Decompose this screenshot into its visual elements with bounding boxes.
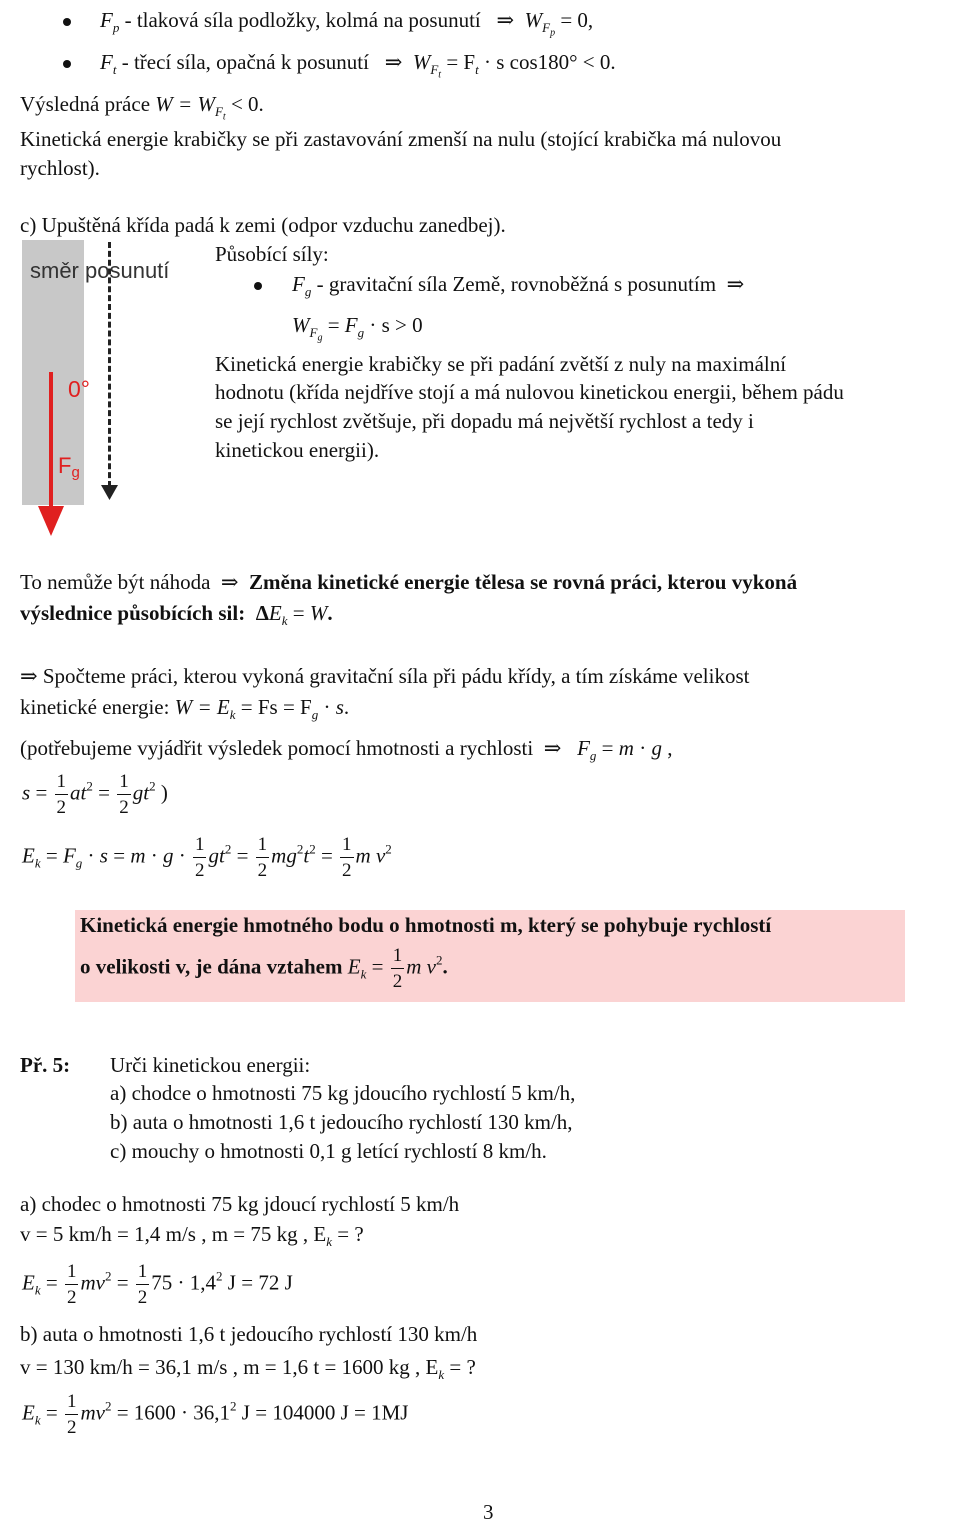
page-number: 3 xyxy=(483,1500,494,1524)
result-work: Výsledná práce $W = W_{F_t} < 0$. xyxy=(20,92,264,123)
falling-paragraph-line: se její rychlost zvětšuje, při dopadu má největší rychlost a tedy i xyxy=(215,409,754,433)
bullet-fg: $F_g$ - gravitační síla Země, rovnoběžná s posunutím ⇒ xyxy=(292,272,745,299)
bullet-dot xyxy=(254,282,262,290)
solution-a-result: $E_k$ = $\frac{1}{2}$ $mv^2$ = $\frac{1}{2}$ $75 \cdot 1,4^2$ J = 72 J xyxy=(22,1261,293,1308)
section-c-heading: c) Upuštěná křída padá k zemi (odpor vzduchu zanedbej). xyxy=(20,213,506,237)
example-label: Př. 5: xyxy=(20,1053,71,1077)
acting-forces-heading: Působící síly: xyxy=(215,242,329,266)
example-line: a) chodce o hmotnosti 75 kg jdoucího rychlostí 5 km/h, xyxy=(110,1081,576,1105)
direction-label: směr posunutí xyxy=(30,258,170,283)
example-line: c) mouchy o hmotnosti 0,1 g letící rychlostí 8 km/h. xyxy=(110,1139,547,1163)
compute-line-2: kinetické energie: $W = E_k = Fs = F_g \cdot s$. xyxy=(20,695,350,722)
solution-b-given: v = 130 km/h = 36,1 m/s , m = 1,6 t = 1600 kg , $E_k$ = ? xyxy=(20,1355,476,1382)
displacement-arrow-head xyxy=(101,485,119,501)
angle-label: 0° xyxy=(68,376,90,402)
ek-derivation: $E_k = F_g \cdot s = m \cdot g$ · $\frac{1}{2}$ $gt^2$ = $\frac{1}{2}$ $mg^2t^2$ = $\frac{1}{2}$ m $v^2$ xyxy=(22,834,392,881)
falling-chalk-diagram xyxy=(18,240,208,540)
gravity-arrow-head xyxy=(38,506,64,536)
example-line: b) auta o hmotnosti 1,6 t jedoucího rychlostí 130 km/h, xyxy=(110,1110,573,1134)
definition-line-2: o velikosti v, je dána vztahem $E_k$ = $\frac{1}{2}$ m $v^2$. xyxy=(80,945,448,992)
bullet-dot xyxy=(63,18,71,26)
bullet-fp: $F_p$ - tlaková síla podložky, kolmá na posunutí ⇒ $W_{F_p} = 0$, xyxy=(100,8,594,39)
need-line: (potřebujeme vyjádřit výsledek pomocí hmotnosti a rychlosti ⇒ $F_g = m \cdot g$ , xyxy=(20,736,673,763)
s-formula: s = $\frac{1}{2}$ $at^2$ = $\frac{1}{2}$ $gt^2$ ) xyxy=(22,771,168,818)
solution-b-result: $E_k$ = $\frac{1}{2}$ $mv^2 = 1600 \cdot 36,1^2$ J = 104000 J = 1MJ xyxy=(22,1391,409,1438)
conclusion-line-2: výslednice působících sil: $\Delta E_k = W$. xyxy=(20,601,333,628)
force-label: Fg xyxy=(58,453,80,481)
bullet-ft: $F_t$ - třecí síla, opačná k posunutí ⇒ $W_{F_t} = F_t \cdot s$ cos180° < 0. xyxy=(100,50,616,81)
kinetic-paragraph-line-2: rychlost). xyxy=(20,156,100,180)
compute-line-1: ⇒ Spočteme práci, kterou vykoná gravitační síla při pádu křídy, a tím získáme velikost xyxy=(20,664,750,688)
falling-paragraph-line: Kinetická energie krabičky se při padání zvětší z nuly na maximální xyxy=(215,352,787,376)
conclusion-line-1: To nemůže být náhoda ⇒ Změna kinetické energie tělesa se rovná práci, kterou vykoná xyxy=(20,570,798,594)
solution-a-given: v = 5 km/h = 1,4 m/s , m = 75 kg , $E_k$ = ? xyxy=(20,1222,364,1249)
falling-paragraph-line: kinetickou energii). xyxy=(215,438,380,462)
kinetic-paragraph-line-1: Kinetická energie krabičky se při zastavování zmenší na nulu (stojící krabička má nulovou xyxy=(20,127,782,151)
example-line: Urči kinetickou energii: xyxy=(110,1053,311,1077)
falling-paragraph-line: hodnotu (křída nejdříve stojí a má nulovou kinetickou energii, během pádu xyxy=(215,380,844,404)
solution-a-title: a) chodec o hmotnosti 75 kg jdoucí rychlostí 5 km/h xyxy=(20,1192,460,1216)
gravity-arrow-shaft xyxy=(49,372,53,512)
solution-b-title: b) auta o hmotnosti 1,6 t jedoucího rychlostí 130 km/h xyxy=(20,1322,478,1346)
bullet-dot xyxy=(63,60,71,68)
work-fg-formula: $W_{F_g} = F_g \cdot s > 0$ xyxy=(292,313,423,344)
definition-line-1: Kinetická energie hmotného bodu o hmotnosti m, který se pohybuje rychlostí xyxy=(80,913,772,937)
